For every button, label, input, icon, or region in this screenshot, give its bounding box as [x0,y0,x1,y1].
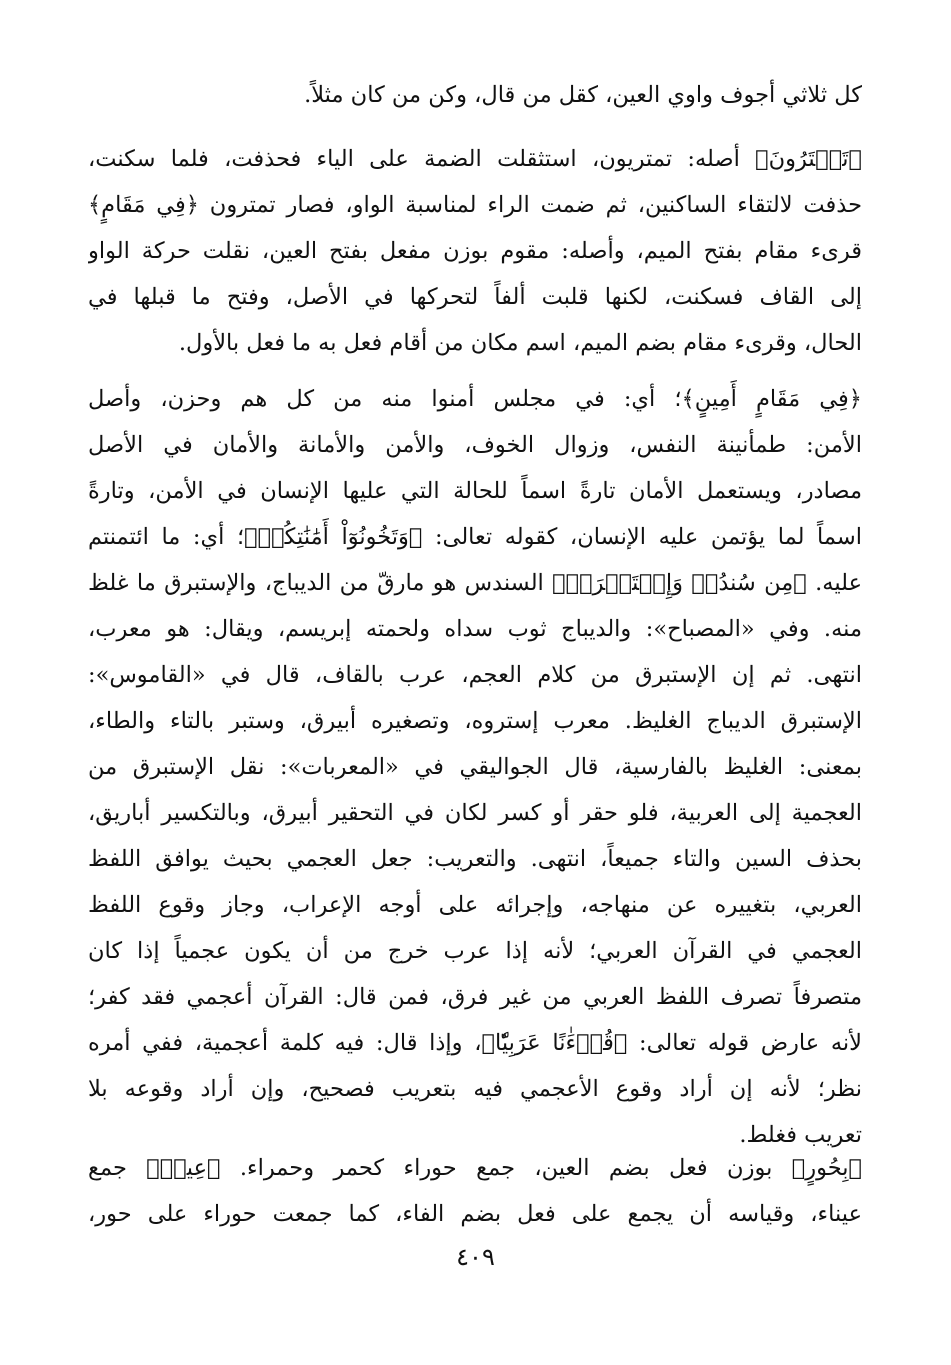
text-line: متصرفاً تصرف اللفظ العربي من غير فرق، فمن قال: القرآن أعجمي فقد كفر؛ [88,984,862,1010]
text-line: بحذف السين والتاء جميعاً، انتهى. والتعريب: جعل العجمي بحيث يوافق اللفظ [88,846,862,872]
text-line: عيناء، وقياسه أن يجمع على فعل بضم الفاء، كما جمعت حوراء على حور، [88,1201,862,1227]
text-line: عليه. ﴿مِن سُندُسٖ وَإِسۡتَبۡرَقٖ﴾ السندس هو مارقّ من الديباج، والإستبرق ما غلظ [88,570,862,596]
text-line: اسماً لما يؤتمن عليه الإنسان، كقوله تعالى: ﴿وَتَخُونُوٓاْ أَمَٰنَٰتِكُمۡ﴾؛ أي: ما ائتمنتم [88,524,862,550]
text-line: كل ثلاثي أجوف واوي العين، كقل من قال، وكن من كان مثلاً. [304,82,862,108]
text-line: بمعنى: الغليظ بالفارسية، قال الجواليقي في «المعربات»: نقل الإستبرق من [88,754,862,780]
text-line: ﴿تَمۡتَرُونَ﴾ أصله: تمتريون، استثقلت الضمة على الياء فحذفت، فلما سكنت، [88,146,862,172]
text-line: ﴿فِي مَقَامٍ أَمِينٍ﴾؛ أي: في مجلس أمنوا منه من كل هم وحزن، وأصل [88,386,862,412]
text-line: ﴿بِحُورٍ﴾ بوزن فعل بضم العين، جمع حوراء كحمر وحمراء. ﴿عِينٖ﴾ جمع [88,1155,862,1181]
text-line: قرىء مقام بفتح الميم، وأصله: مقوم بوزن مفعل بفتح العين، نقلت حركة الواو [88,238,862,264]
paragraph-3 [88,376,862,1158]
text-line: الحال، وقرىء مقام بضم الميم، اسم مكان من أقام فعل به ما فعل بالأول. [178,330,862,356]
page-number: ٤٠٩ [456,1243,495,1271]
paragraph-1 [88,72,862,118]
text-line: مصادر، ويستعمل الأمان تارةً اسماً للحالة التي عليها الإنسان في الأمن، وتارةً [88,478,862,504]
text-line: العجمي في القرآن العربي؛ لأنه إذا عرب خرج من أن يكون عجمياً إذا كان [88,938,862,964]
text-line: الأمن: طمأنينة النفس، وزوال الخوف، والأمن والأمانة والأمان في الأصل [88,432,862,458]
paragraph-4 [88,1145,862,1237]
text-line: لأنه عارض قوله تعالى: ﴿قُرۡءَٰنًا عَرَبِيّٗا﴾، وإذا قال: فيه كلمة أعجمية، ففي أمره [88,1030,862,1056]
text-line: العجمية إلى العربية، فلو حقر أو كسر لكان في التحقير أبيرق، وبالتكسير أباريق، [88,800,862,826]
text-line: العربي، بتغييره عن منهاجه، وإجرائه على أوجه الإعراب، وجاز وقوع اللفظ [88,892,862,918]
paragraph-2 [88,136,862,366]
text-line: الإستبرق الديباج الغليظ. معرب إستروه، وتصغيره أبيرق، وستبر بالتاء والطاء، [88,708,862,734]
text-line: تعريب فغلط. [739,1122,862,1148]
text-line: نظر؛ لأنه إن أراد وقوع الأعجمي فيه بتعريب فصحيح، وإن أراد وقوعه بلا [88,1076,862,1102]
text-line: انتهى. ثم إن الإستبرق من كلام العجم، عرب بالقاف، قال في «القاموس»: [88,662,862,688]
text-line: حذفت لالتقاء الساكنين، ثم ضمت الراء لمناسبة الواو، فصار تمترون ﴿فِي مَقَامٍ﴾ [88,192,862,218]
text-line: إلى القاف فسكنت، لكنها قلبت ألفاً لتحركها في الأصل، وفتح ما قبلها في [88,284,862,310]
text-line: منه. وفي «المصباح»: والديباج ثوب سداه ولحمته إبريسم، ويقال: هو معرب، [88,616,862,642]
